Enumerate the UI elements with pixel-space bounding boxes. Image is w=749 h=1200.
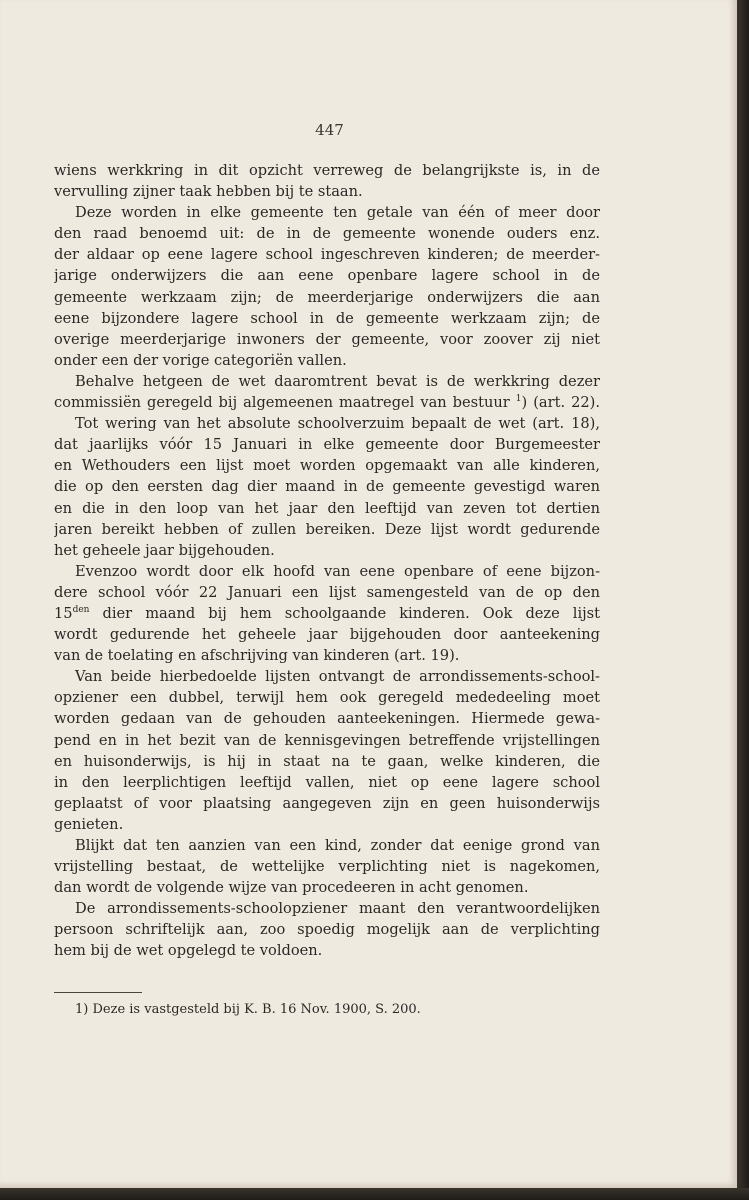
text-line: Tot wering van het absolute schoolverzuim bepaalt de wet (art. 18), <box>75 415 600 433</box>
footnote-marker: 1 <box>515 394 522 405</box>
text-line: Evenzoo wordt door elk hoofd van eene openbare of eene bijzon- <box>75 562 600 580</box>
text-segment: (art. 22). <box>533 394 600 412</box>
text-line: in den leerplichtigen leeftijd vallen, niet op eene lagere school <box>54 773 600 791</box>
text-line: De arrondissements-schoolopziener maant den verantwoordelijken <box>75 900 600 918</box>
text-line: wiens werkkring in dit opzicht verreweg de belangrijkste is, in de <box>54 162 600 179</box>
text-line: gemeente werkzaam zijn; de meerderjarige onderwijzers die aan <box>54 288 600 306</box>
text-line: den raad benoemd uit: de in de gemeente wonende ouders enz. <box>54 225 600 243</box>
text-line: en Wethouders een lijst moet worden opgemaakt van alle kinderen, <box>54 457 600 475</box>
text-line: Behalve hetgeen de wet daaromtrent bevat is de werkkring dezer <box>75 372 600 390</box>
text-line: Blijkt dat ten aanzien van een kind, zonder dat eenige grond van <box>75 837 600 854</box>
text-line: Deze worden in elke gemeente ten getale van één of meer door <box>75 204 600 222</box>
body-text <box>54 160 600 962</box>
text-line: persoon schriftelijk aan, zoo spoedig mogelijk aan de verplichting <box>54 921 600 939</box>
footnote-divider <box>54 992 142 993</box>
page-edge-right <box>737 0 749 1200</box>
text-line: en die in den loop van het jaar den leeftijd van zeven tot dertien <box>54 499 600 517</box>
text-line <box>54 603 600 624</box>
page-number: 447 <box>315 121 344 139</box>
text-line: dan wordt de volgende wijze van procedeeren in acht genomen. <box>54 879 529 897</box>
text-line: jaren bereikt hebben of zullen bereiken. Deze lijst wordt gedurende <box>54 520 600 538</box>
text-line: worden gedaan van de gehouden aanteekeningen. Hiermede gewa- <box>54 710 600 728</box>
text-line: vrijstelling bestaat, de wettelijke verplichting niet is nagekomen, <box>54 858 600 876</box>
text-line: pend en in het bezit van de kennisgevingen betreffende vrijstellingen <box>54 731 600 749</box>
text-line: die op den eersten dag dier maand in de gemeente gevestigd waren <box>54 478 600 496</box>
footnote: 1) Deze is vastgesteld bij K. B. 16 Nov. 1900, S. 200. <box>75 1002 421 1017</box>
text-line: jarige onderwijzers die aan eene openbare lagere school in de <box>54 267 600 285</box>
text-line: dere school vóór 22 Januari een lijst samengesteld van de op den <box>54 583 600 601</box>
text-segment: dier maand bij hem schoolgaande kinderen. Ook deze lijst <box>102 604 600 622</box>
text-line <box>54 392 600 413</box>
text-line: Van beide hierbedoelde lijsten ontvangt de arrondissements-school- <box>75 668 600 686</box>
text-line: vervulling zijner taak hebben bij te staan. <box>54 183 363 201</box>
text-segment: commissiën geregeld bij algemeenen maatregel van bestuur <box>54 394 510 412</box>
text-line: geplaatst of voor plaatsing aangegeven zijn en geen huisonderwijs <box>54 794 600 812</box>
text-line: van de toelating en afschrijving van kinderen (art. 19). <box>54 647 460 665</box>
text-segment: 15 <box>54 604 73 622</box>
text-line: eene bijzondere lagere school in de gemeente werkzaam zijn; de <box>54 309 600 327</box>
page-edge-bottom <box>0 1188 749 1200</box>
text-line: het geheele jaar bijgehouden. <box>54 541 275 559</box>
text-line: genieten. <box>54 815 124 833</box>
text-line: overige meerderjarige inwoners der gemeente, voor zoover zij niet <box>54 330 600 348</box>
text-line: hem bij de wet opgelegd te voldoen. <box>54 942 323 960</box>
footnote-paren: ) <box>521 394 528 412</box>
text-line: dat jaarlijks vóór 15 Januari in elke gemeente door Burgemeester <box>54 436 600 454</box>
text-line: onder een der vorige categoriën vallen. <box>54 351 347 369</box>
superscript: den <box>72 605 90 616</box>
text-line: opziener een dubbel, terwijl hem ook geregeld mededeeling moet <box>54 689 600 707</box>
text-line: der aldaar op eene lagere school ingeschreven kinderen; de meerder- <box>54 246 600 264</box>
text-line: en huisonderwijs, is hij in staat na te gaan, welke kinderen, die <box>54 752 600 770</box>
text-line: wordt gedurende het geheele jaar bijgehouden door aanteekening <box>54 626 600 644</box>
